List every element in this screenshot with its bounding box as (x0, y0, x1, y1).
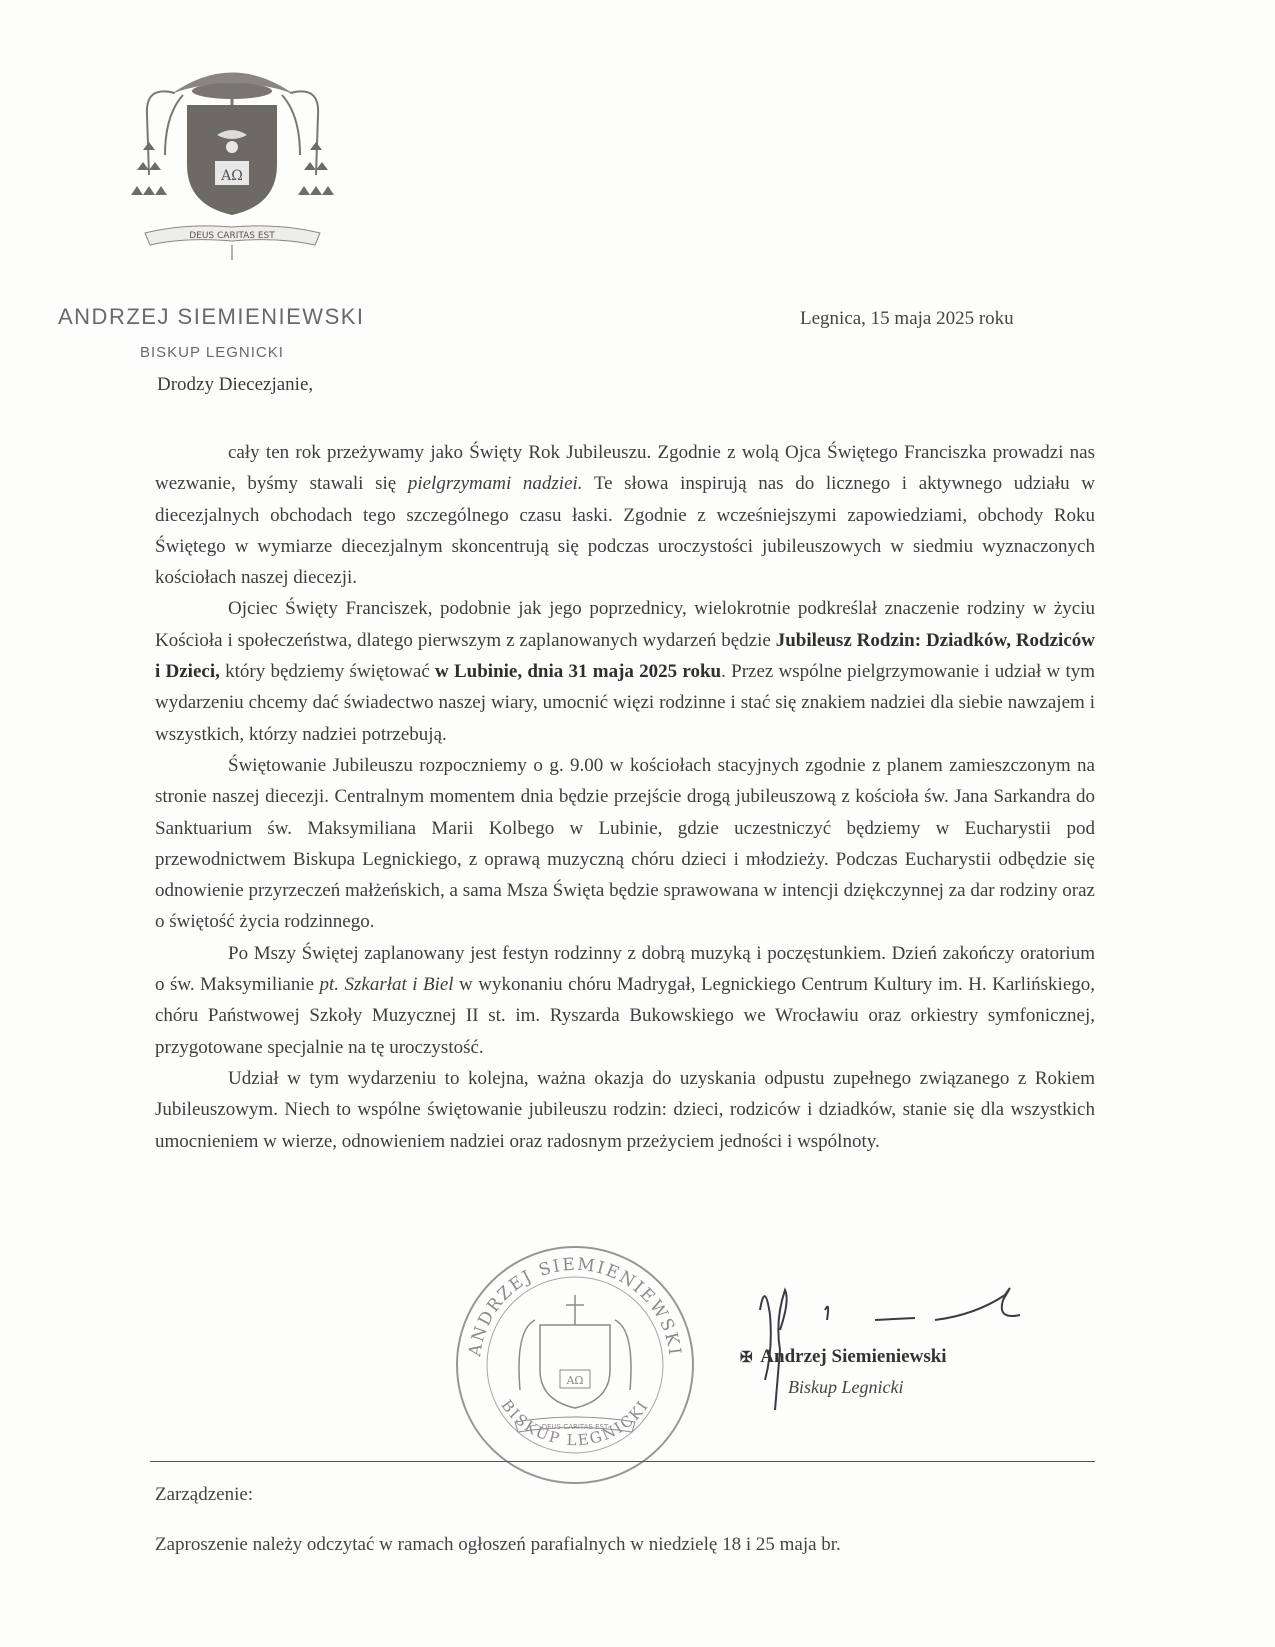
text-segment: w Lubinie, dnia 31 maja 2025 roku (435, 661, 722, 683)
svg-text:ΑΩ: ΑΩ (221, 168, 243, 184)
text-segment: cały ten rok przeżywamy jako Święty Rok Jubileuszu. Zgodnie z wolą Ojca Świętego Franciszka prowadzi nas wezwanie, byśmy stawali się (155, 442, 1095, 495)
svg-text:ANDRZEJ SIEMIENIEWSKI: ANDRZEJ SIEMIENIEWSKI (465, 1254, 685, 1358)
text-segment: pielgrzymami nadziei. (407, 473, 583, 495)
letter-body (155, 437, 1095, 1157)
text-segment: pt. Szkarłat i Biel (319, 974, 454, 996)
body-paragraph (155, 437, 1095, 593)
text-segment: Po Mszy Świętej zaplanowany jest festyn rodzinny z dobrą muzyką i poczęstunkiem. Dzień zakończy oratorium o św. Maksymilianie (155, 942, 1095, 996)
signatory-name-text: Andrzej Siemieniewski (760, 1346, 947, 1367)
text-segment: w wykonaniu chóru Madrygał, Legnickiego Centrum Kultury im. H. Karlińskiego, chóru Państwowej Szkoły Muzycznej II st. im. Ryszarda Bukowskiego we Wrocławiu oraz orkiestry symfonicznej, przygotowane specjalnie na tę uroczystość. (155, 974, 1095, 1058)
text-segment: Ojciec Święty Franciszek, podobnie jak jego poprzednicy, wielokrotnie podkreślał znaczenie rodziny w życiu Kościoła i społeczeństwa, dlatego pierwszym z zaplanowanych wydarzeń będzie (155, 598, 1095, 651)
body-paragraph (155, 1063, 1095, 1157)
svg-text:BISKUP LEGNICKI: BISKUP LEGNICKI (497, 1396, 653, 1450)
order-text: Zaproszenie należy odczytać w ramach ogłoszeń parafialnych w niedzielę 18 i 25 maja br. (155, 1534, 841, 1555)
cross-icon: ✠ (740, 1350, 753, 1366)
handwritten-signature (735, 1260, 1075, 1420)
author-title: BISKUP LEGNICKI (140, 344, 284, 361)
svg-text:DEUS CARITAS EST: DEUS CARITAS EST (189, 231, 275, 241)
body-paragraph (155, 938, 1095, 1063)
footer-divider (150, 1461, 1095, 1462)
svg-text:ΑΩ: ΑΩ (566, 1374, 584, 1387)
salutation: Drodzy Diecezjanie, (157, 374, 314, 395)
order-label: Zarządzenie: (155, 1484, 254, 1505)
text-segment: Świętowanie Jubileuszu rozpoczniemy o g. 9.00 w kościołach stacyjnych zgodnie z planem zamieszczonym na stronie naszej diecezji. Centralnym momentem dnia będzie przejście drogą jubileuszową z kościoła św. Jana Sarkandra do Sanktuarium św. Maksymiliana Marii Kolbego w Lubinie, gdzie uczestniczyć będziemy w Eucharystii pod przewodnictwem Biskupa Legnickiego, z oprawą muzyczną chóru dzieci i młodzieży. Podczas Eucharystii odbędzie się odnowienie przyrzeczeń małżeńskich, a sama Msza Święta będzie sprawowana w intencji dziękczynnej za dar rodziny oraz o świętość życia rodzinnego. (155, 754, 1095, 933)
signatory-name (740, 1346, 947, 1368)
body-paragraph (155, 750, 1095, 938)
text-segment: który będziemy świętować (219, 661, 436, 683)
author-name: ANDRZEJ SIEMIENIEWSKI (58, 304, 365, 329)
text-segment: . Przez wspólne pielgrzymowanie i udział w tym wydarzeniu chcemy dać świadectwo naszej wiary, umocnić więzi rodzinne i stać się znakiem nadziei dla siebie nawzajem i wszystkich, którzy nadziei potrzebują. (155, 661, 1095, 745)
text-segment: Jubileusz Rodzin: Dziadków, Rodziców i Dzieci, (155, 629, 1095, 683)
bishop-seal-icon (450, 1240, 700, 1490)
signatory-title: Biskup Legnicki (788, 1377, 904, 1397)
text-segment: Udział w tym wydarzeniu to kolejna, ważna okazja do uzyskania odpustu zupełnego związanego z Rokiem Jubileuszowym. Niech to wspólne świętowanie jubileuszu rodzin: dzieci, rodziców i dziadków, stanie się dla wszystkich umocnieniem w wierze, odnowieniem nadziei oraz radosnym przeżyciem jedności i wspólnoty. (155, 1067, 1095, 1152)
place-date: Legnica, 15 maja 2025 roku (800, 308, 1014, 329)
text-segment: Te słowa inspirują nas do licznego i aktywnego udziału w diecezjalnych obchodach tego szczególnego czasu łaski. Zgodnie z wcześniejszymi zapowiedziami, obchody Roku Świętego w wymiarze diecezjalnym skoncentrują się podczas uroczystości jubileuszowych w siedmiu wyznaczonych kościołach naszej diecezji. (155, 473, 1095, 589)
body-paragraph (155, 593, 1095, 749)
svg-text:DEUS CARITAS EST: DEUS CARITAS EST (541, 1423, 609, 1431)
coat-of-arms-icon (125, 55, 340, 270)
